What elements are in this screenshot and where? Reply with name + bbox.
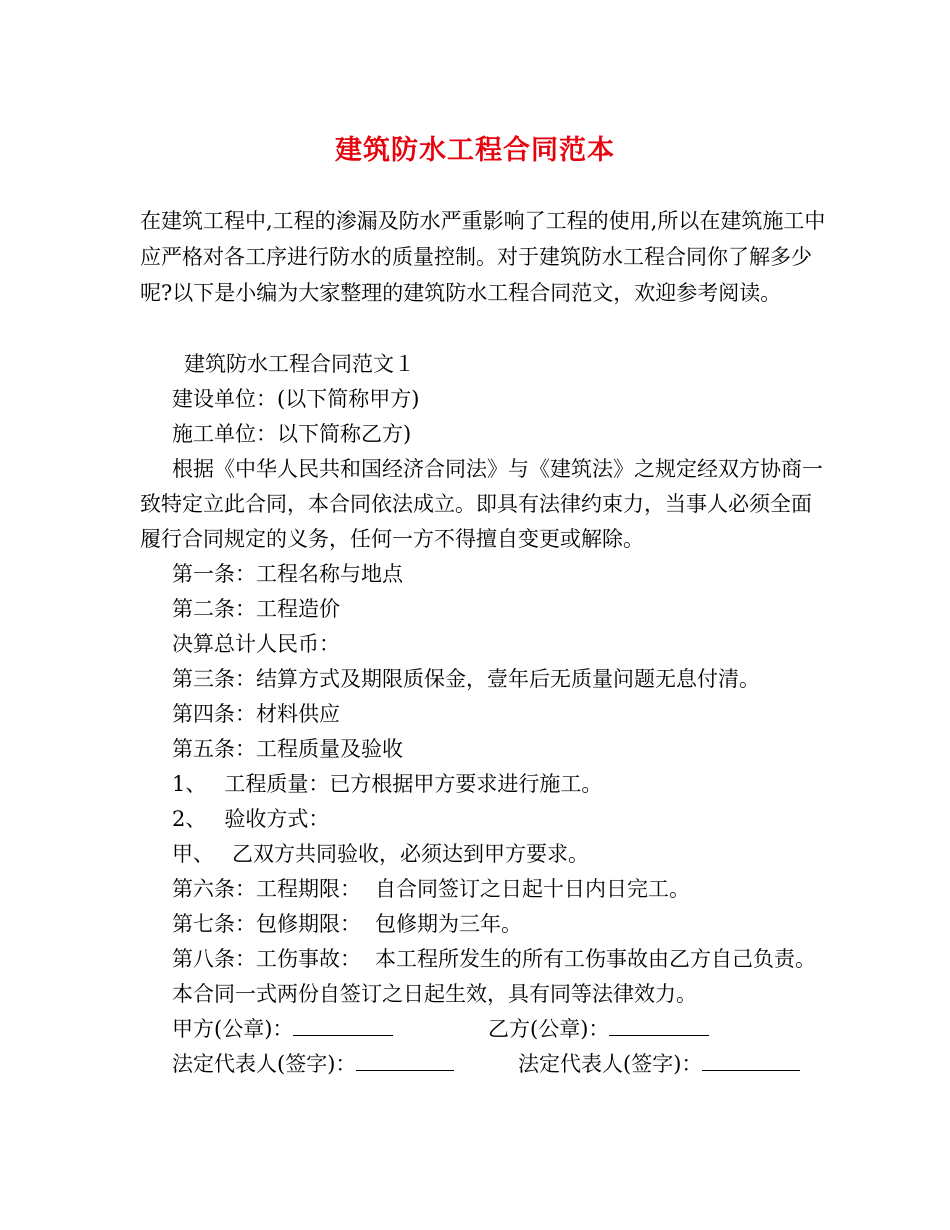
article-1: 第一条：工程名称与地点 [172, 562, 403, 586]
article-6 [140, 872, 830, 907]
article-label: 第六条：工程期限： [172, 877, 361, 901]
seal-b-label: 乙方(公章)： [488, 1017, 610, 1041]
item-text: 验收方式： [224, 807, 330, 831]
party-a-line: 建设单位：(以下简称甲方) [172, 387, 420, 411]
article-8 [140, 942, 830, 977]
article-7 [140, 907, 830, 942]
item-number: 2、 [172, 807, 207, 831]
article-3: 第三条：结算方式及期限质保金，壹年后无质量问题无息付清。 [172, 667, 760, 691]
quality-item-1 [140, 767, 830, 802]
item-number: 1、 [172, 772, 207, 796]
item-text: 工程质量：已方根据甲方要求进行施工。 [224, 772, 603, 796]
seal-a [172, 1012, 393, 1047]
seal-b [488, 1012, 709, 1047]
intro-paragraph: 在建筑工程中,工程的渗漏及防水严重影响了工程的使用,所以在建筑施工中应严格对各工序进行防水的质量控制。对于建筑防水工程合同你了解多少呢?以下是小编为大家整理的建筑防水工程合同范文，欢迎参考阅读。 [140, 209, 826, 305]
article-5: 第五条：工程质量及验收 [172, 737, 403, 761]
article-text: 包修期为三年。 [375, 912, 522, 936]
article-4: 第四条：材料供应 [172, 702, 340, 726]
contract-body [140, 347, 830, 1082]
seal-a-blank [293, 1013, 393, 1036]
document-title: 建筑防水工程合同范本 [335, 135, 615, 166]
representative-row [140, 1047, 830, 1082]
effect-clause: 本合同一式两份自签订之日起生效，具有同等法律效力。 [172, 982, 697, 1006]
contract-subheading: 建筑防水工程合同范文１ [184, 352, 415, 376]
article-label: 第八条：工伤事故： [172, 947, 361, 971]
article-text: 自合同签订之日起十日内日完工。 [375, 877, 690, 901]
article-text: 本工程所发生的所有工伤事故由乙方自己负责。 [375, 947, 816, 971]
rep-a-label: 法定代表人(签字)： [172, 1052, 357, 1076]
rep-b [518, 1047, 800, 1082]
rep-a [172, 1047, 454, 1082]
rep-b-label: 法定代表人(签字)： [518, 1052, 703, 1076]
settlement-line: 决算总计人民币： [172, 632, 340, 656]
seal-row [140, 1012, 830, 1047]
item-number: 甲、 [172, 842, 214, 866]
article-label: 第七条：包修期限： [172, 912, 361, 936]
quality-item-2 [140, 802, 830, 837]
party-b-line: 施工单位：以下简称乙方) [172, 422, 412, 446]
rep-b-blank [702, 1048, 800, 1071]
quality-item-3 [140, 837, 830, 872]
seal-b-blank [609, 1013, 709, 1036]
preamble-paragraph: 根据《中华人民共和国经济合同法》与《建筑法》之规定经双方协商一致特定立此合同，本合同依法成立。即具有法律约束力，当事人必须全面履行合同规定的义务，任何一方不得擅自变更或解除。 [140, 457, 823, 551]
seal-a-label: 甲方(公章)： [172, 1017, 294, 1041]
item-text: 乙双方共同验收，必须达到甲方要求。 [232, 842, 589, 866]
article-2: 第二条：工程造价 [172, 597, 340, 621]
rep-a-blank [356, 1048, 454, 1071]
